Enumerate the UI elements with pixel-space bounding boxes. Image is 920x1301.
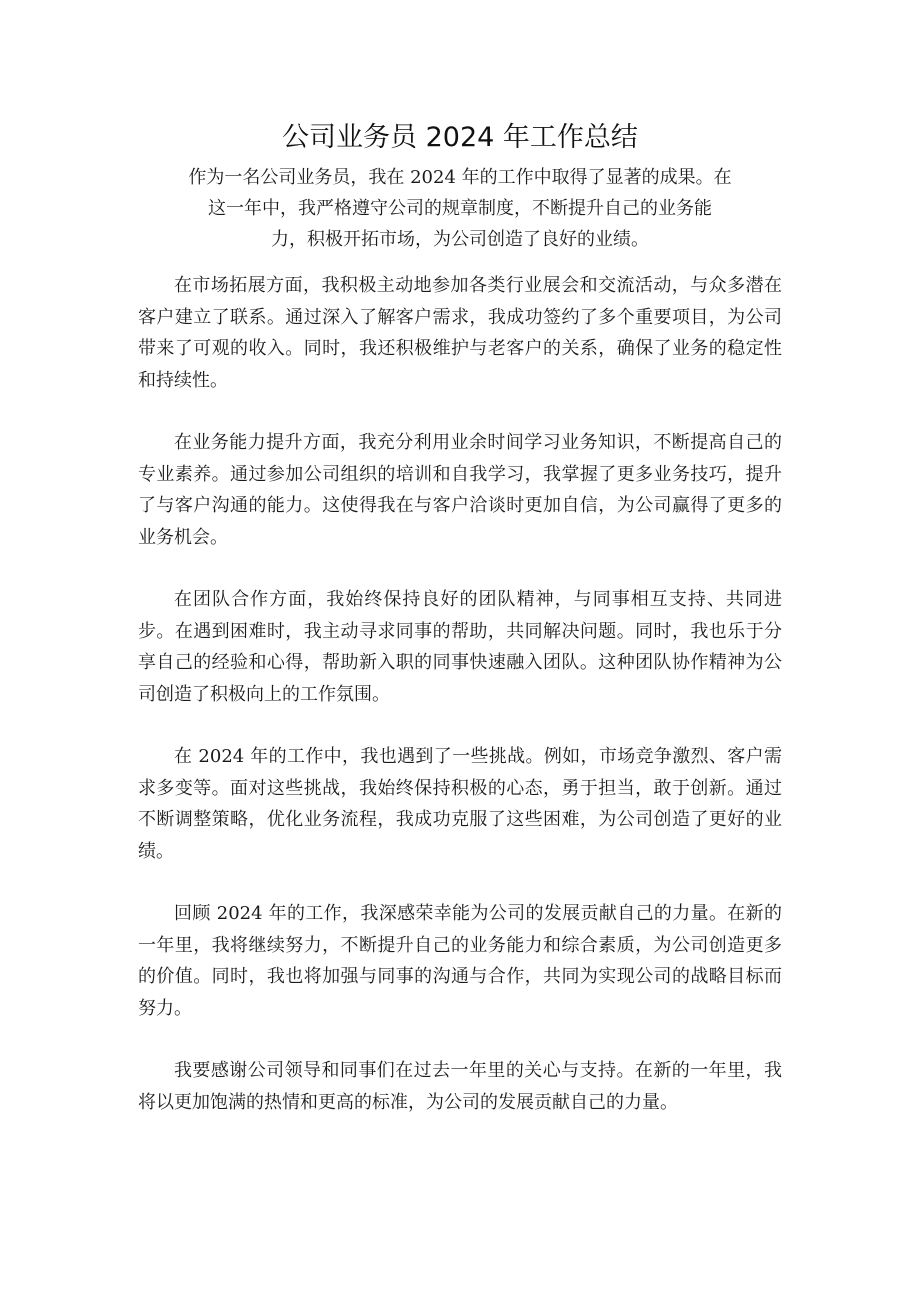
- body-paragraph-challenges: 在 2024 年的工作中，我也遇到了一些挑战。例如，市场竞争激烈、客户需求多变等。面对这些挑战，我始终保持积极的心态，勇于担当，敢于创新。通过不断调整策略，优化业务流程，我成功克服了这些困难，为公司创造了更好的业绩。: [138, 746, 782, 862]
- body-paragraph-thanks: 我要感谢公司领导和同事们在过去一年里的关心与支持。在新的一年里，我将以更加饱满的热情和更高的标准，为公司的发展贡献自己的力量。: [138, 1060, 782, 1113]
- body-paragraph-market: 在市场拓展方面，我积极主动地参加各类行业展会和交流活动，与众多潜在客户建立了联系。通过深入了解客户需求，我成功签约了多个重要项目，为公司带来了可观的收入。同时，我还积极维护与老客户的关系，确保了业务的稳定性和持续性。: [138, 275, 782, 391]
- document-title: 公司业务员 2024 年工作总结: [282, 122, 638, 153]
- intro-block: [138, 162, 782, 255]
- body-paragraph-skills: 在业务能力提升方面，我充分利用业余时间学习业务知识，不断提高自己的专业素养。通过参加公司组织的培训和自我学习，我掌握了更多业务技巧，提升了与客户沟通的能力。这使得我在与客户洽谈时更加自信，为公司赢得了更多的业务机会。: [138, 432, 782, 548]
- intro-line: 这一年中，我严格遵守公司的规章制度，不断提升自己的业务能: [208, 198, 712, 219]
- intro-line: 作为一名公司业务员，我在 2024 年的工作中取得了显著的成果。在: [188, 167, 732, 188]
- intro-line: 力，积极开拓市场，为公司创造了良好的业绩。: [271, 229, 649, 250]
- body-paragraph-teamwork: 在团队合作方面，我始终保持良好的团队精神，与同事相互支持、共同进步。在遇到困难时，我主动寻求同事的帮助，共同解决问题。同时，我也乐于分享自己的经验和心得，帮助新入职的同事快速融入团队。这种团队协作精神为公司创造了积极向上的工作氛围。: [138, 589, 782, 705]
- body-paragraph-review: 回顾 2024 年的工作，我深感荣幸能为公司的发展贡献自己的力量。在新的一年里，我将继续努力，不断提升自己的业务能力和综合素质，为公司创造更多的价值。同时，我也将加强与同事的沟通与合作，共同为实现公司的战略目标而努力。: [138, 903, 782, 1019]
